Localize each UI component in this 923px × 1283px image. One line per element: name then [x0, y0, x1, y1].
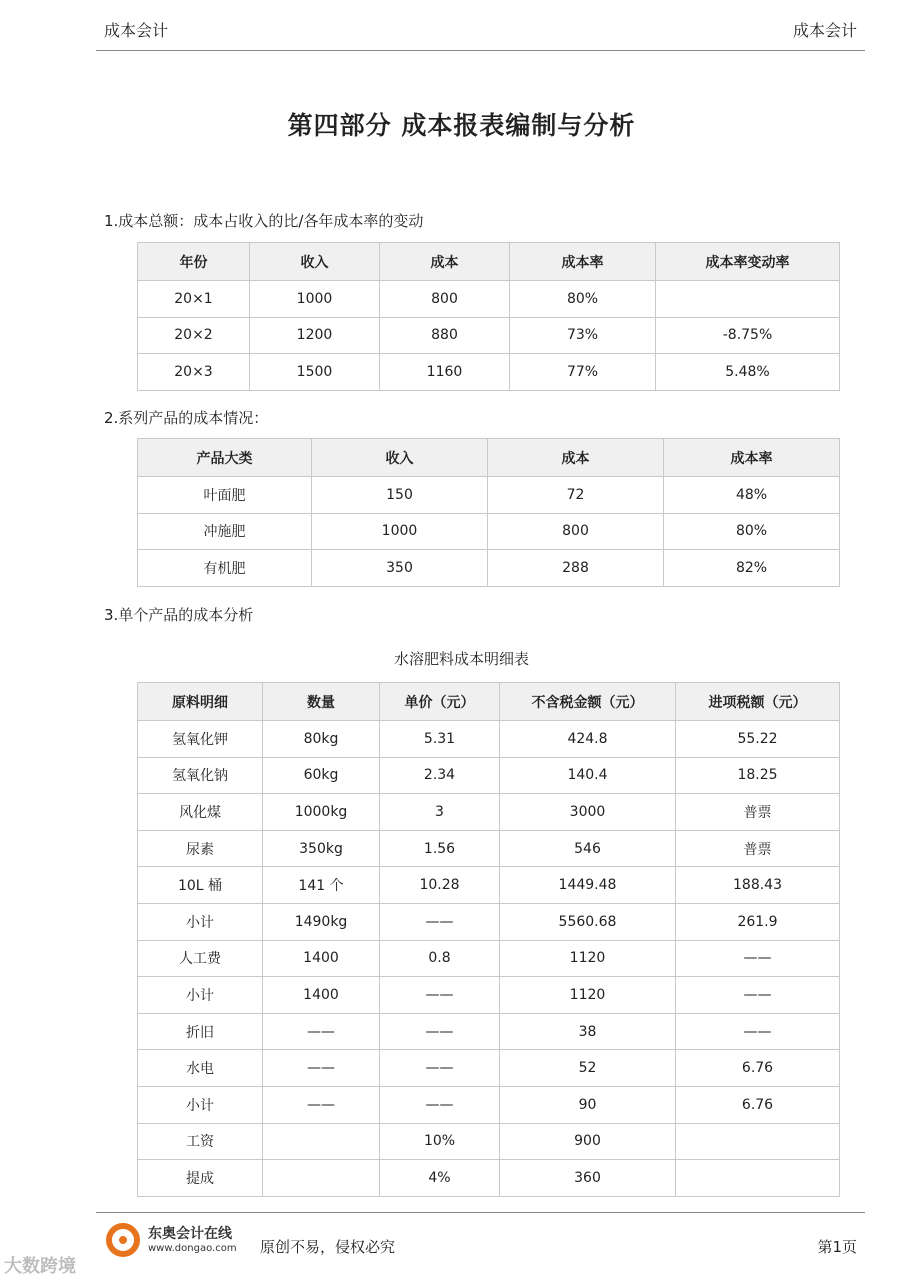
footer-site: www.dongao.com: [148, 1243, 237, 1254]
table-cell: [676, 1123, 840, 1160]
table-cell: 424.8: [500, 721, 676, 758]
table-cell: 尿素: [138, 830, 263, 867]
table-cell: ——: [380, 1013, 500, 1050]
header-left: 成本会计: [104, 21, 169, 40]
table-cell: 水电: [138, 1050, 263, 1087]
table-cell: 小计: [138, 903, 263, 940]
table-cell: 52: [500, 1050, 676, 1087]
table-cell: 1160: [380, 354, 510, 391]
table-cell: 360: [500, 1160, 676, 1197]
table-cell: 546: [500, 830, 676, 867]
table-cell: 1000: [250, 281, 380, 318]
table-row: [138, 477, 840, 514]
table-cell: 80%: [664, 513, 840, 550]
table-cell: 风化煤: [138, 794, 263, 831]
column-header: 成本率变动率: [656, 243, 840, 281]
table-row: [138, 1050, 840, 1087]
table-cell: 72: [488, 477, 664, 514]
table-row: [138, 940, 840, 977]
table-cell: 82%: [664, 550, 840, 587]
table-cell: 有机肥: [138, 550, 312, 587]
table-row: [138, 550, 840, 587]
table-cell: -8.75%: [656, 317, 840, 354]
table-row: [138, 317, 840, 354]
table-cell: ——: [676, 940, 840, 977]
table-cell: 38: [500, 1013, 676, 1050]
table-row: [138, 1013, 840, 1050]
dongao-logo-icon: [106, 1223, 140, 1257]
table-cell: 1000: [312, 513, 488, 550]
table-cell: 小计: [138, 977, 263, 1014]
table-cell: 80kg: [263, 721, 380, 758]
table-cell: 141 个: [263, 867, 380, 904]
table-cell: 10%: [380, 1123, 500, 1160]
column-header: 成本: [488, 439, 664, 477]
table-cell: ——: [263, 1013, 380, 1050]
table-cell: 提成: [138, 1160, 263, 1197]
column-header: 收入: [250, 243, 380, 281]
table-cell: [263, 1160, 380, 1197]
table-cell: 1400: [263, 940, 380, 977]
table-cell: 60kg: [263, 757, 380, 794]
footer-brand: 东奥会计在线: [148, 1226, 232, 1242]
table-cell: 普票: [676, 794, 840, 831]
table-row: [138, 867, 840, 904]
table-row: [138, 903, 840, 940]
watermark: 大数跨境: [4, 1256, 76, 1277]
table-cell: 1.56: [380, 830, 500, 867]
section1-heading: 1.成本总额：成本占收入的比/各年成本率的变动: [104, 212, 424, 230]
column-header: 原料明细: [138, 683, 263, 721]
section2-heading: 2.系列产品的成本情况：: [104, 409, 269, 427]
table-cell: 140.4: [500, 757, 676, 794]
table-cell: 人工费: [138, 940, 263, 977]
table-cell: 1000kg: [263, 794, 380, 831]
table-cell: 800: [488, 513, 664, 550]
column-header: 进项税额（元）: [676, 683, 840, 721]
column-header: 年份: [138, 243, 250, 281]
table-cell: 20×1: [138, 281, 250, 318]
footer-slogan: 原创不易，侵权必究: [260, 1238, 396, 1256]
table-cell: 80%: [510, 281, 656, 318]
page-footer: [96, 1212, 865, 1275]
page-header: [96, 14, 865, 51]
table-cell: 77%: [510, 354, 656, 391]
column-header: 数量: [263, 683, 380, 721]
table-cell: 150: [312, 477, 488, 514]
table-cell: 小计: [138, 1086, 263, 1123]
table-cell: 48%: [664, 477, 840, 514]
table-row: [138, 721, 840, 758]
table-cell: 5.48%: [656, 354, 840, 391]
table-cell: 1120: [500, 940, 676, 977]
table-cell: 20×2: [138, 317, 250, 354]
table-cell: 工资: [138, 1123, 263, 1160]
table-cell: 氢氧化钾: [138, 721, 263, 758]
table-cell: 0.8: [380, 940, 500, 977]
table-cell: 1120: [500, 977, 676, 1014]
table-cell: 800: [380, 281, 510, 318]
annual-cost-table: [137, 242, 840, 391]
column-header: 成本: [380, 243, 510, 281]
table-cell: 350: [312, 550, 488, 587]
table-cell: 10L 桶: [138, 867, 263, 904]
table-row: [138, 513, 840, 550]
table-cell: 261.9: [676, 903, 840, 940]
table-row: [138, 977, 840, 1014]
table-cell: 288: [488, 550, 664, 587]
column-header: 成本率: [510, 243, 656, 281]
table-cell: 880: [380, 317, 510, 354]
page-number: 第1页: [817, 1238, 857, 1256]
table-cell: 4%: [380, 1160, 500, 1197]
table-cell: [263, 1123, 380, 1160]
table-cell: 1449.48: [500, 867, 676, 904]
table-row: [138, 281, 840, 318]
table-cell: 20×3: [138, 354, 250, 391]
section3-heading: 3.单个产品的成本分析: [104, 606, 254, 624]
table-cell: 5.31: [380, 721, 500, 758]
table-cell: ——: [676, 1013, 840, 1050]
table-row: [138, 757, 840, 794]
table-cell: 普票: [676, 830, 840, 867]
table-cell: ——: [380, 1086, 500, 1123]
column-header: 不含税金额（元）: [500, 683, 676, 721]
table-row: [138, 1086, 840, 1123]
table-cell: 18.25: [676, 757, 840, 794]
table-row: [138, 1160, 840, 1197]
header-right: 成本会计: [792, 21, 857, 40]
product-category-table: [137, 438, 840, 587]
table-row: [138, 1123, 840, 1160]
table-cell: 冲施肥: [138, 513, 312, 550]
table-cell: 6.76: [676, 1050, 840, 1087]
table-cell: 350kg: [263, 830, 380, 867]
table-cell: 叶面肥: [138, 477, 312, 514]
table-cell: ——: [676, 977, 840, 1014]
table-cell: 90: [500, 1086, 676, 1123]
table-cell: 900: [500, 1123, 676, 1160]
page-title: 第四部分 成本报表编制与分析: [287, 111, 636, 140]
table-cell: 55.22: [676, 721, 840, 758]
table-row: [138, 354, 840, 391]
table-cell: 188.43: [676, 867, 840, 904]
table-cell: ——: [380, 977, 500, 1014]
table-cell: 73%: [510, 317, 656, 354]
cost-detail-table: [137, 682, 840, 1197]
column-header: 成本率: [664, 439, 840, 477]
table-cell: [676, 1160, 840, 1197]
table-cell: 6.76: [676, 1086, 840, 1123]
table-cell: ——: [380, 1050, 500, 1087]
table-cell: 10.28: [380, 867, 500, 904]
table-cell: ——: [263, 1050, 380, 1087]
table-cell: ——: [380, 903, 500, 940]
table-cell: 1400: [263, 977, 380, 1014]
column-header: 产品大类: [138, 439, 312, 477]
table-cell: 3: [380, 794, 500, 831]
table-cell: 2.34: [380, 757, 500, 794]
cost-detail-table-title: 水溶肥料成本明细表: [393, 650, 529, 668]
table-cell: [656, 281, 840, 318]
table-cell: 3000: [500, 794, 676, 831]
table-cell: 5560.68: [500, 903, 676, 940]
table-cell: 1490kg: [263, 903, 380, 940]
table-cell: ——: [263, 1086, 380, 1123]
table-cell: 折旧: [138, 1013, 263, 1050]
column-header: 收入: [312, 439, 488, 477]
table-row: [138, 830, 840, 867]
table-cell: 1500: [250, 354, 380, 391]
table-row: [138, 794, 840, 831]
column-header: 单价（元）: [380, 683, 500, 721]
table-cell: 氢氧化钠: [138, 757, 263, 794]
table-cell: 1200: [250, 317, 380, 354]
